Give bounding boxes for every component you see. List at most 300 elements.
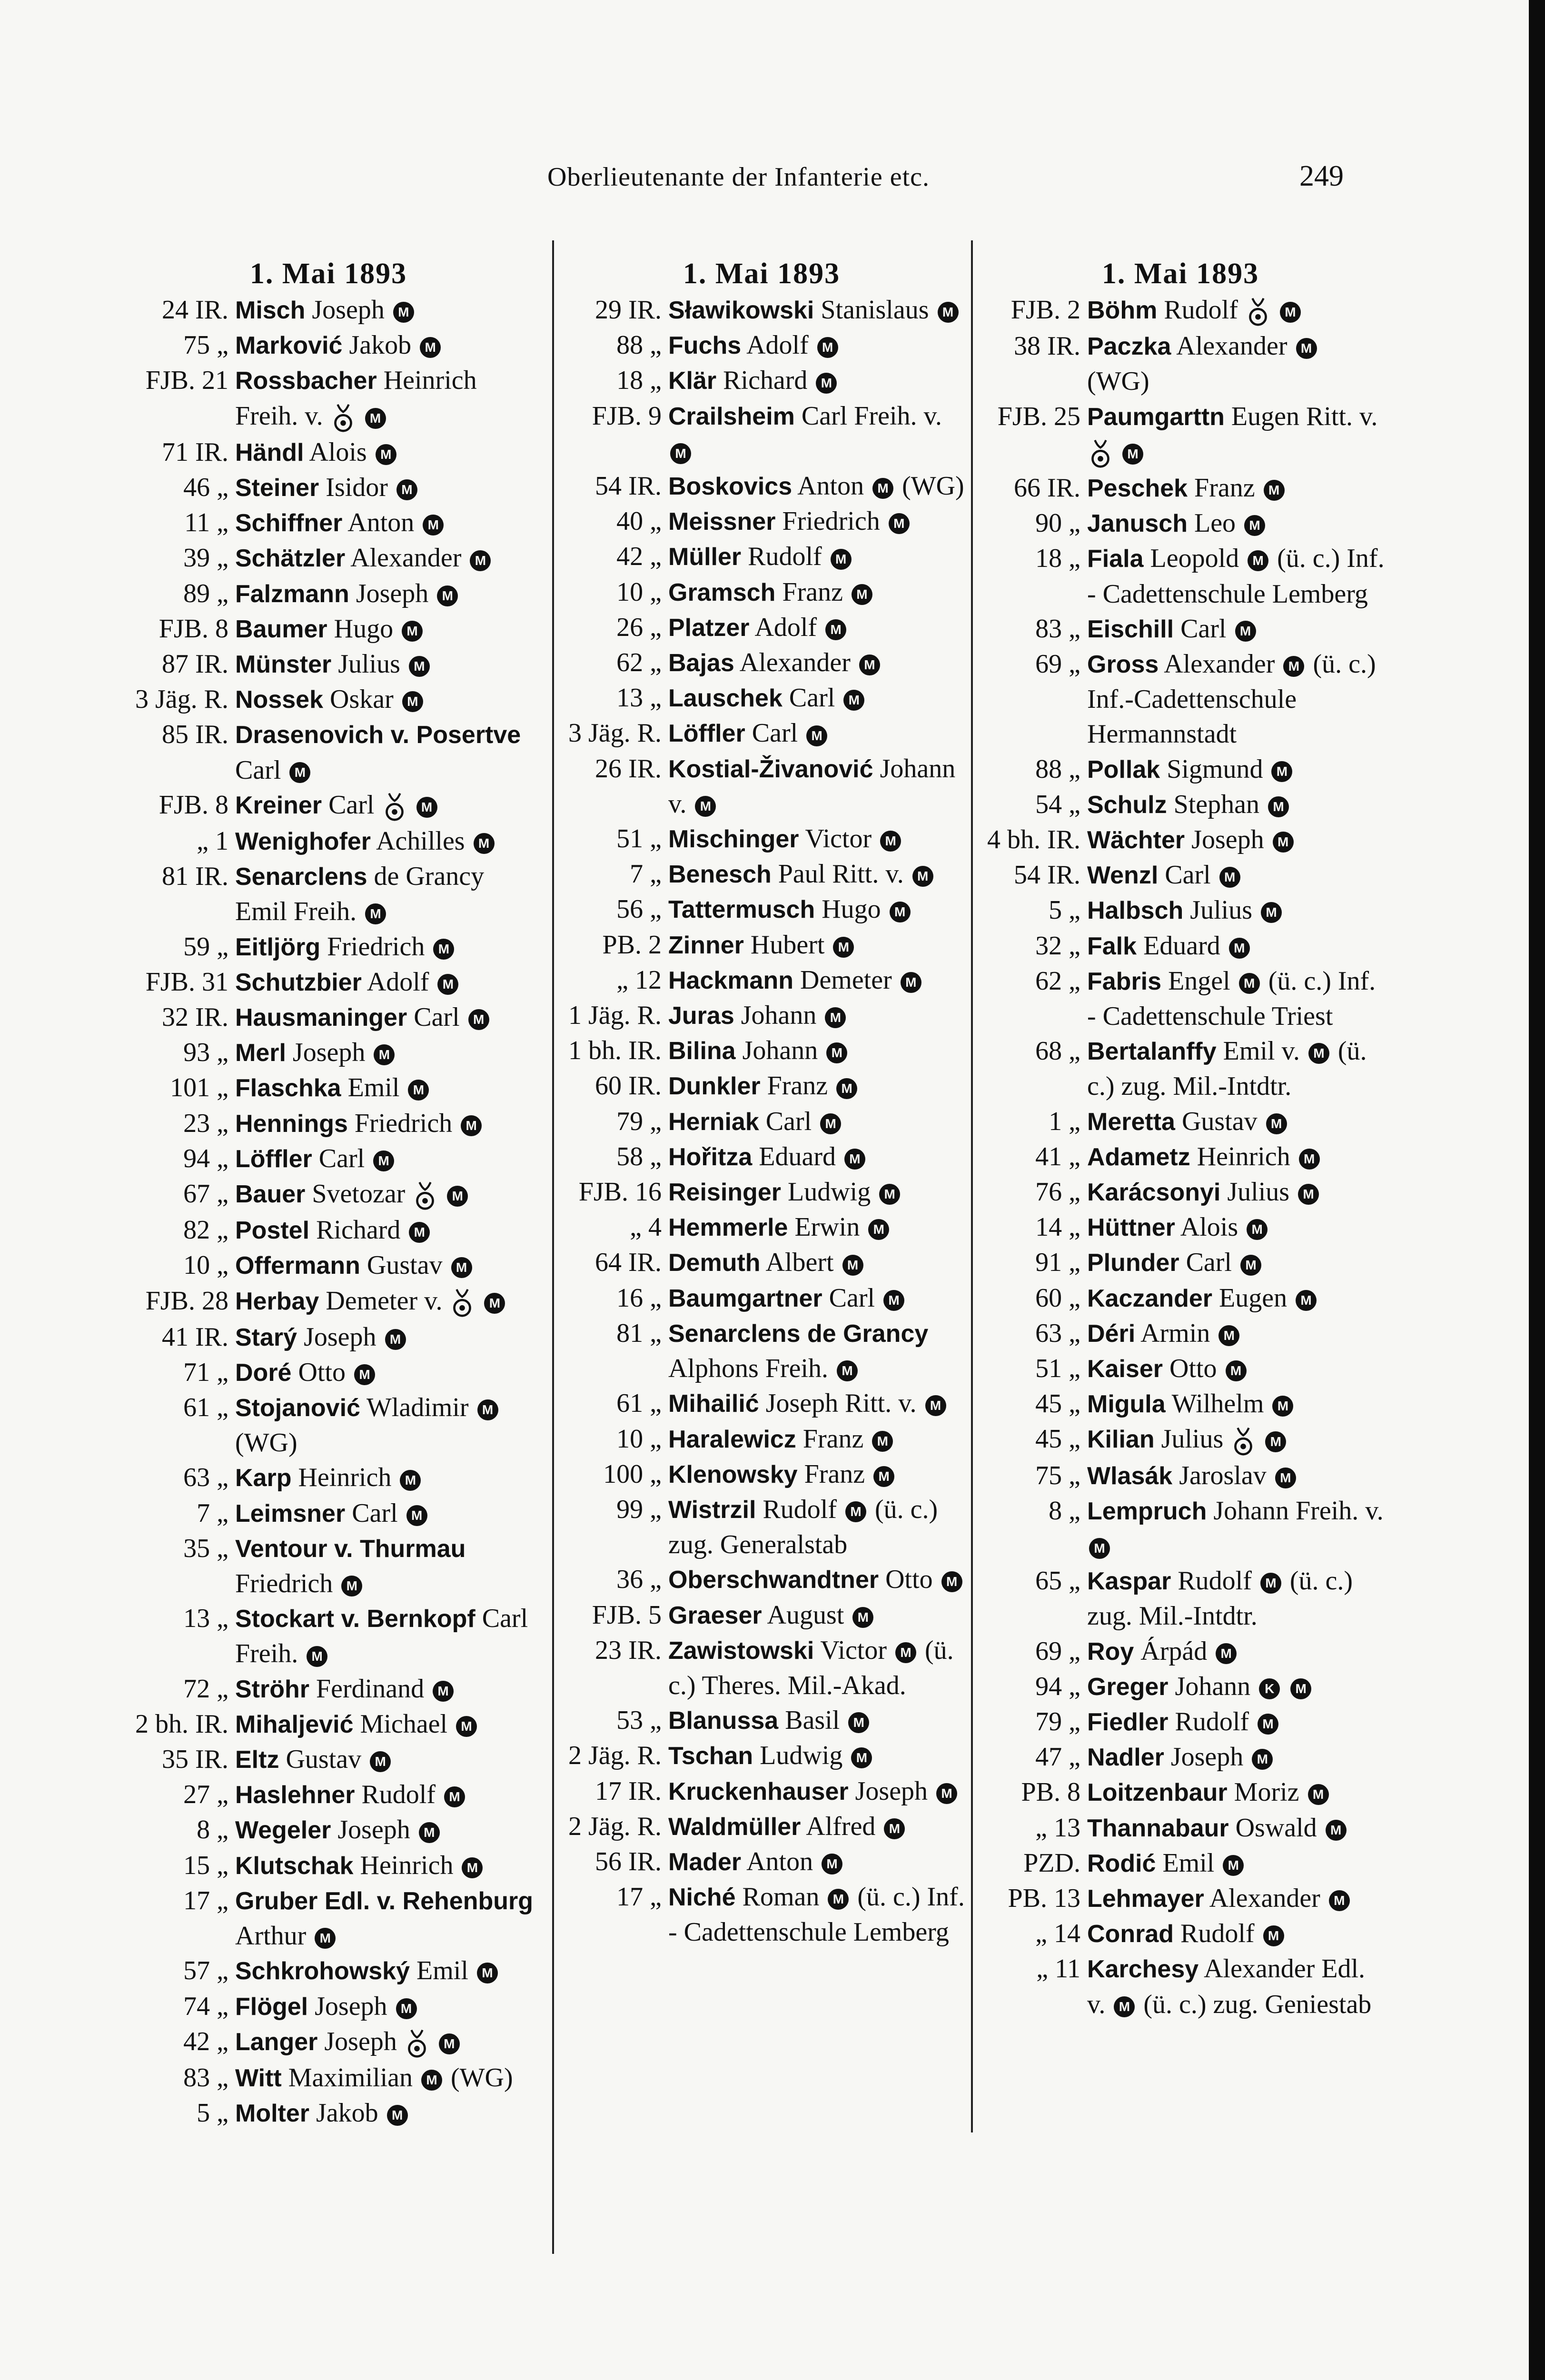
surname: Löffler — [668, 720, 745, 748]
entry-text — [235, 1777, 535, 1813]
list-item — [121, 1954, 535, 1989]
surname: Postel — [235, 1217, 310, 1245]
surname: Hemmerle — [668, 1214, 788, 1242]
surname: Halbsch — [1087, 897, 1184, 925]
unit-reference: 42 „ — [183, 2026, 228, 2056]
entry-text — [668, 1033, 969, 1069]
entry-text — [668, 1457, 969, 1492]
surname: Peschek — [1087, 474, 1188, 502]
m-circle-icon: M — [873, 1466, 894, 1487]
m-circle-icon: M — [820, 1113, 841, 1134]
surname: Eitljörg — [235, 933, 321, 961]
list-item — [973, 858, 1387, 893]
surname: Adametz — [1087, 1143, 1190, 1171]
entry-text — [235, 1248, 535, 1283]
given-name: Adolf — [754, 612, 817, 642]
column-divider — [552, 240, 554, 2254]
surname: Wächter — [1087, 826, 1185, 854]
m-circle-icon: M — [1260, 1573, 1281, 1594]
unit-reference: 66 IR. — [1014, 473, 1080, 503]
given-name: Oskar — [330, 684, 394, 714]
unit-reference: 2 Jäg. R. — [568, 1741, 662, 1771]
unit-reference: 91 „ — [1035, 1248, 1080, 1278]
given-name: Carl — [1180, 614, 1227, 644]
entry-text — [668, 1140, 969, 1175]
m-circle-icon: M — [315, 1928, 336, 1949]
entry-text — [235, 435, 535, 470]
entry-list — [555, 293, 969, 1950]
entry-text — [1087, 1245, 1387, 1280]
m-circle-icon: M — [365, 408, 386, 429]
m-circle-icon: M — [936, 1783, 957, 1804]
unit-reference: 62 „ — [1035, 966, 1080, 996]
surname: Stockart v. Bernkopf — [235, 1605, 475, 1633]
list-item — [973, 1351, 1387, 1387]
surname: Schutzbier — [235, 968, 362, 996]
unit-reference: 94 „ — [1035, 1671, 1080, 1701]
given-name: Carl — [235, 755, 281, 785]
given-name: Alexander — [1176, 331, 1288, 361]
given-name: Johann v. — [668, 754, 956, 819]
entry-text — [668, 610, 969, 645]
list-item — [973, 1210, 1387, 1245]
unit-reference: 54 IR. — [595, 471, 662, 501]
list-item — [973, 1458, 1387, 1494]
surname: Bauer — [235, 1180, 306, 1208]
entry-note: (ü. c.) Theres. Mil.-Akad. — [668, 1635, 954, 1700]
given-name: de Grancy Emil Freih. — [235, 862, 485, 927]
entry-text — [668, 1844, 969, 1880]
given-name: Alois — [1180, 1212, 1238, 1242]
entry-text — [1087, 1916, 1387, 1952]
entry-text — [668, 681, 969, 716]
entry-note: (ü. c.) zug. Geniestab — [1143, 1989, 1372, 2019]
given-name: Erwin — [794, 1212, 860, 1242]
entry-text — [668, 1880, 969, 1950]
given-name: Ludwig — [787, 1177, 871, 1207]
entry-text — [235, 1989, 535, 2024]
given-name: Rudolf — [361, 1780, 436, 1810]
given-name: Adolf — [746, 330, 809, 360]
m-circle-icon: M — [938, 302, 959, 323]
list-item — [121, 1320, 535, 1355]
page-edge — [1529, 0, 1545, 2380]
list-item — [555, 1633, 969, 1703]
surname: Kostial-Živanović — [668, 755, 873, 783]
given-name: Carl — [318, 1143, 365, 1173]
unit-reference: 57 „ — [183, 1956, 228, 1986]
list-item — [555, 363, 969, 398]
given-name: Alphons Freih. — [668, 1354, 828, 1384]
given-name: Rudolf — [1178, 1566, 1252, 1596]
list-item — [555, 1281, 969, 1316]
m-circle-icon: M — [826, 1042, 847, 1063]
unit-reference: 1 „ — [1049, 1106, 1080, 1136]
given-name: Maximilian — [288, 2063, 413, 2092]
list-item — [973, 1494, 1387, 1564]
entry-text — [668, 963, 969, 998]
entry-text — [1087, 1775, 1387, 1810]
list-item — [973, 752, 1387, 787]
list-item — [973, 1952, 1387, 2022]
entry-text — [668, 504, 969, 539]
list-item — [973, 1740, 1387, 1775]
decoration-medal-icon — [406, 2027, 428, 2061]
given-name: Joseph — [324, 2026, 397, 2056]
m-circle-icon: M — [1308, 1043, 1329, 1064]
unit-reference: 101 „ — [170, 1073, 228, 1103]
unit-reference: 18 „ — [616, 366, 662, 396]
unit-reference: FJB. 5 — [592, 1600, 662, 1630]
list-item — [121, 1460, 535, 1496]
entry-note: (ü. c.) Inf. - Cadettenschule Triest — [1087, 966, 1376, 1031]
given-name: Svetozar — [312, 1179, 406, 1209]
surname: Herbay — [235, 1287, 319, 1315]
unit-reference: 61 „ — [616, 1388, 662, 1418]
m-circle-icon: M — [1308, 1784, 1329, 1805]
m-circle-icon: M — [474, 833, 495, 854]
unit-reference: 54 IR. — [1014, 860, 1080, 890]
given-name: Adolf — [366, 967, 429, 997]
m-circle-icon: M — [477, 1963, 498, 1983]
surname: Roy — [1087, 1637, 1134, 1666]
surname: Zinner — [668, 931, 744, 959]
surname: Molter — [235, 2100, 309, 2128]
unit-reference: „ 11 — [1036, 1954, 1080, 1984]
given-name: Michael — [360, 1709, 448, 1739]
surname: Doré — [235, 1359, 292, 1387]
given-name: Ferdinand — [316, 1674, 425, 1704]
list-item — [973, 1846, 1387, 1881]
surname: Misch — [235, 297, 306, 324]
entry-text — [235, 1035, 535, 1071]
unit-reference: 59 „ — [183, 932, 228, 962]
entry-text — [1087, 1564, 1387, 1634]
unit-reference: 62 „ — [616, 648, 662, 678]
entry-text — [1087, 1669, 1387, 1705]
entry-text — [235, 1813, 535, 1848]
given-name: Eduard — [1143, 931, 1220, 961]
unit-reference: 2 bh. IR. — [135, 1709, 228, 1739]
unit-reference: 8 „ — [1049, 1496, 1080, 1526]
given-name: Alexander — [739, 648, 851, 678]
entry-text — [668, 1245, 969, 1280]
m-circle-icon: M — [374, 1044, 395, 1065]
unit-reference: 1 Jäg. R. — [568, 1001, 662, 1031]
surname: Bajas — [668, 649, 734, 677]
surname: Gross — [1087, 650, 1159, 678]
surname: Schkrohowský — [235, 1957, 410, 1985]
m-circle-icon: M — [1268, 796, 1289, 817]
given-name: Joseph — [304, 1322, 376, 1352]
list-item — [555, 645, 969, 681]
surname: Münster — [235, 650, 332, 678]
entry-text — [1087, 541, 1387, 611]
entry-note: (WG) — [902, 471, 964, 501]
m-circle-icon: M — [1272, 1396, 1293, 1417]
unit-reference: FJB. 8 — [158, 790, 228, 820]
given-name: Joseph — [315, 1991, 387, 2021]
surname: Nossek — [235, 686, 323, 714]
list-item — [555, 1245, 969, 1280]
entry-note: (WG) — [1087, 367, 1149, 397]
surname: Klutschak — [235, 1852, 354, 1880]
entry-text — [235, 1320, 535, 1355]
k-circle-icon: K — [1259, 1678, 1280, 1699]
surname: Paczka — [1087, 333, 1171, 361]
list-item — [121, 824, 535, 859]
unit-reference: 63 „ — [183, 1463, 228, 1493]
unit-reference: 23 IR. — [595, 1635, 662, 1665]
given-name: Franz — [802, 1424, 864, 1454]
unit-reference: 41 „ — [1035, 1141, 1080, 1171]
unit-reference: 39 „ — [183, 543, 228, 573]
given-name: Rudolf — [1164, 295, 1238, 325]
unit-reference: 2 Jäg. R. — [568, 1811, 662, 1841]
list-item — [121, 1707, 535, 1742]
given-name: Jakob — [316, 2098, 378, 2128]
entry-note: (ü. c.) zug. Generalstab — [668, 1494, 938, 1560]
entry-text — [235, 1355, 535, 1390]
list-item — [121, 682, 535, 717]
unit-reference: 3 Jäg. R. — [568, 718, 662, 748]
surname: Mihaljević — [235, 1710, 354, 1738]
unit-reference: 51 „ — [616, 824, 662, 854]
given-name: Otto — [1169, 1353, 1217, 1383]
m-circle-icon: M — [444, 1786, 465, 1807]
list-item — [121, 788, 535, 824]
list-item — [555, 1880, 969, 1950]
surname: Sławikowski — [668, 297, 814, 324]
list-item — [973, 1669, 1387, 1705]
entry-list — [973, 293, 1387, 2022]
decoration-medal-icon — [1232, 1425, 1255, 1458]
list-item — [555, 857, 969, 892]
unit-reference: 100 „ — [603, 1459, 662, 1489]
surname: Marković — [235, 332, 343, 360]
m-circle-icon: M — [1263, 1925, 1284, 1946]
entry-text — [668, 716, 969, 751]
given-name: Anton — [797, 471, 864, 501]
given-name: Franz — [767, 1071, 828, 1101]
entry-text — [235, 859, 535, 929]
entry-text — [235, 1496, 535, 1531]
decoration-medal-icon — [1089, 437, 1112, 471]
surname: Haralewicz — [668, 1425, 796, 1453]
list-item — [973, 1104, 1387, 1140]
m-circle-icon: M — [470, 550, 491, 571]
list-item — [555, 1562, 969, 1597]
list-item — [121, 930, 535, 965]
unit-reference: 10 „ — [183, 1250, 228, 1280]
surname: Lempruch — [1087, 1497, 1207, 1525]
given-name: Oswald — [1235, 1813, 1317, 1843]
entry-text — [235, 576, 535, 612]
list-item — [121, 1141, 535, 1177]
surname: Hausmaninger — [235, 1003, 407, 1031]
surname: Rossbacher — [235, 367, 377, 395]
given-name: Stephan — [1173, 789, 1259, 819]
given-name: Rudolf — [1180, 1919, 1255, 1949]
surname: Offermann — [235, 1252, 360, 1280]
m-circle-icon: M — [1229, 938, 1250, 959]
unit-reference: 40 „ — [616, 506, 662, 536]
entry-text — [668, 1069, 969, 1104]
surname: Kruckenhauser — [668, 1777, 849, 1805]
entry-text — [1087, 1104, 1387, 1140]
unit-reference: 8 „ — [197, 1815, 228, 1845]
m-circle-icon: M — [461, 1115, 482, 1136]
m-circle-icon: M — [402, 621, 423, 642]
unit-reference: 71 „ — [183, 1357, 228, 1387]
given-name: Heinrich Freih. v. — [235, 366, 477, 431]
entry-text — [1087, 1881, 1387, 1916]
list-item — [973, 1316, 1387, 1351]
m-circle-icon: M — [419, 1822, 440, 1843]
list-item — [973, 1705, 1387, 1740]
m-circle-icon: M — [1290, 1678, 1311, 1699]
list-item — [973, 1281, 1387, 1316]
entry-text — [235, 1954, 535, 1989]
surname: Eltz — [235, 1746, 279, 1774]
unit-reference: FJB. 2 — [1010, 295, 1080, 325]
surname: Kreiner — [235, 791, 322, 819]
surname: Falk — [1087, 932, 1137, 960]
m-circle-icon: M — [844, 1149, 865, 1170]
list-item — [121, 717, 535, 787]
m-circle-icon: M — [1239, 973, 1260, 994]
surname: Meretta — [1087, 1108, 1175, 1136]
entry-list — [121, 293, 535, 2131]
surname: Kaczander — [1087, 1284, 1212, 1312]
unit-reference: 90 „ — [1035, 508, 1080, 538]
entry-text — [1087, 329, 1387, 399]
surname: Paumgarttn — [1087, 403, 1225, 431]
given-name: Johann Freih. v. — [1213, 1496, 1384, 1526]
entry-text — [668, 645, 969, 681]
given-name: Joseph — [292, 1038, 366, 1068]
given-name: Carl Freih. — [235, 1604, 528, 1669]
entry-text — [1087, 647, 1387, 752]
list-item — [121, 293, 535, 328]
m-circle-icon: M — [416, 797, 437, 818]
given-name: Carl — [765, 1106, 812, 1136]
list-item — [121, 1071, 535, 1106]
entry-text — [668, 752, 969, 822]
list-item — [555, 1809, 969, 1844]
entry-text — [235, 363, 535, 435]
given-name: Basil — [785, 1706, 840, 1735]
list-item — [121, 2096, 535, 2131]
entry-text — [1087, 1952, 1387, 2022]
list-item — [555, 928, 969, 963]
m-circle-icon: M — [1265, 1431, 1286, 1452]
m-circle-icon: M — [852, 1607, 873, 1628]
column-heading: 1. Mai 1893 — [1101, 258, 1259, 290]
surname: Rodić — [1087, 1849, 1156, 1877]
given-name: Moriz — [1234, 1777, 1299, 1807]
entry-text — [668, 1633, 969, 1703]
given-name: Armin — [1140, 1318, 1210, 1348]
column-heading: 1. Mai 1893 — [249, 258, 407, 290]
unit-reference: „ 12 — [616, 965, 662, 995]
list-item — [555, 328, 969, 363]
list-item — [121, 506, 535, 541]
given-name: Richard — [723, 366, 808, 396]
m-circle-icon: M — [396, 479, 417, 500]
list-item — [973, 1916, 1387, 1952]
surname: Juras — [668, 1002, 734, 1030]
entry-text — [668, 1210, 969, 1245]
list-item — [555, 752, 969, 822]
surname: Thannabaur — [1087, 1814, 1229, 1842]
m-circle-icon: M — [1089, 1538, 1110, 1559]
surname: Crailsheim — [668, 402, 795, 430]
unit-reference: 3 Jäg. R. — [135, 684, 228, 714]
unit-reference: 67 „ — [183, 1179, 228, 1209]
entry-text — [235, 965, 535, 1000]
m-circle-icon: M — [409, 656, 430, 677]
unit-reference: 82 „ — [183, 1215, 228, 1245]
unit-reference: 79 „ — [616, 1106, 662, 1136]
given-name: Gustav — [286, 1745, 362, 1775]
given-name: August — [767, 1600, 844, 1630]
surname: Conrad — [1087, 1920, 1174, 1948]
unit-reference: 76 „ — [1035, 1177, 1080, 1207]
surname: Haslehner — [235, 1781, 355, 1809]
decoration-medal-icon — [332, 402, 355, 435]
m-circle-icon: M — [1329, 1890, 1350, 1911]
entry-text — [235, 717, 535, 787]
given-name: Paul Ritt. v. — [778, 859, 904, 889]
unit-reference: 10 „ — [616, 1424, 662, 1454]
entry-text — [668, 1175, 969, 1210]
list-item — [121, 1213, 535, 1248]
entry-text — [1087, 1846, 1387, 1881]
surname: Hüttner — [1087, 1214, 1175, 1242]
surname: Baumgartner — [668, 1284, 822, 1312]
list-item — [121, 1672, 535, 1707]
m-circle-icon: M — [822, 1854, 842, 1874]
given-name: Carl — [752, 718, 798, 748]
surname: Hennings — [235, 1110, 348, 1138]
surname: Schätzler — [235, 545, 346, 573]
unit-reference: FJB. 28 — [145, 1286, 228, 1316]
unit-reference: FJB. 31 — [145, 967, 228, 997]
surname: Steiner — [235, 474, 319, 502]
given-name: Carl Freih. v. — [801, 401, 942, 431]
list-item — [555, 998, 969, 1033]
surname: Kilian — [1087, 1426, 1155, 1454]
unit-reference: 24 IR. — [162, 295, 228, 325]
surname: Karchesy — [1087, 1955, 1199, 1983]
list-item — [973, 1175, 1387, 1210]
entry-text — [668, 1316, 969, 1386]
entry-text — [235, 506, 535, 541]
m-circle-icon: M — [941, 1571, 962, 1592]
list-item — [121, 470, 535, 506]
surname: Böhm — [1087, 297, 1158, 324]
given-name: Hugo — [334, 614, 394, 644]
given-name: Wladimir — [366, 1393, 469, 1423]
list-item — [973, 787, 1387, 823]
surname: Platzer — [668, 614, 750, 642]
surname: Wegeler — [235, 1816, 331, 1844]
column-heading: 1. Mai 1893 — [683, 258, 841, 290]
surname: Waldmüller — [668, 1813, 801, 1841]
m-circle-icon: M — [1122, 444, 1143, 465]
m-circle-icon: M — [1258, 1714, 1278, 1735]
